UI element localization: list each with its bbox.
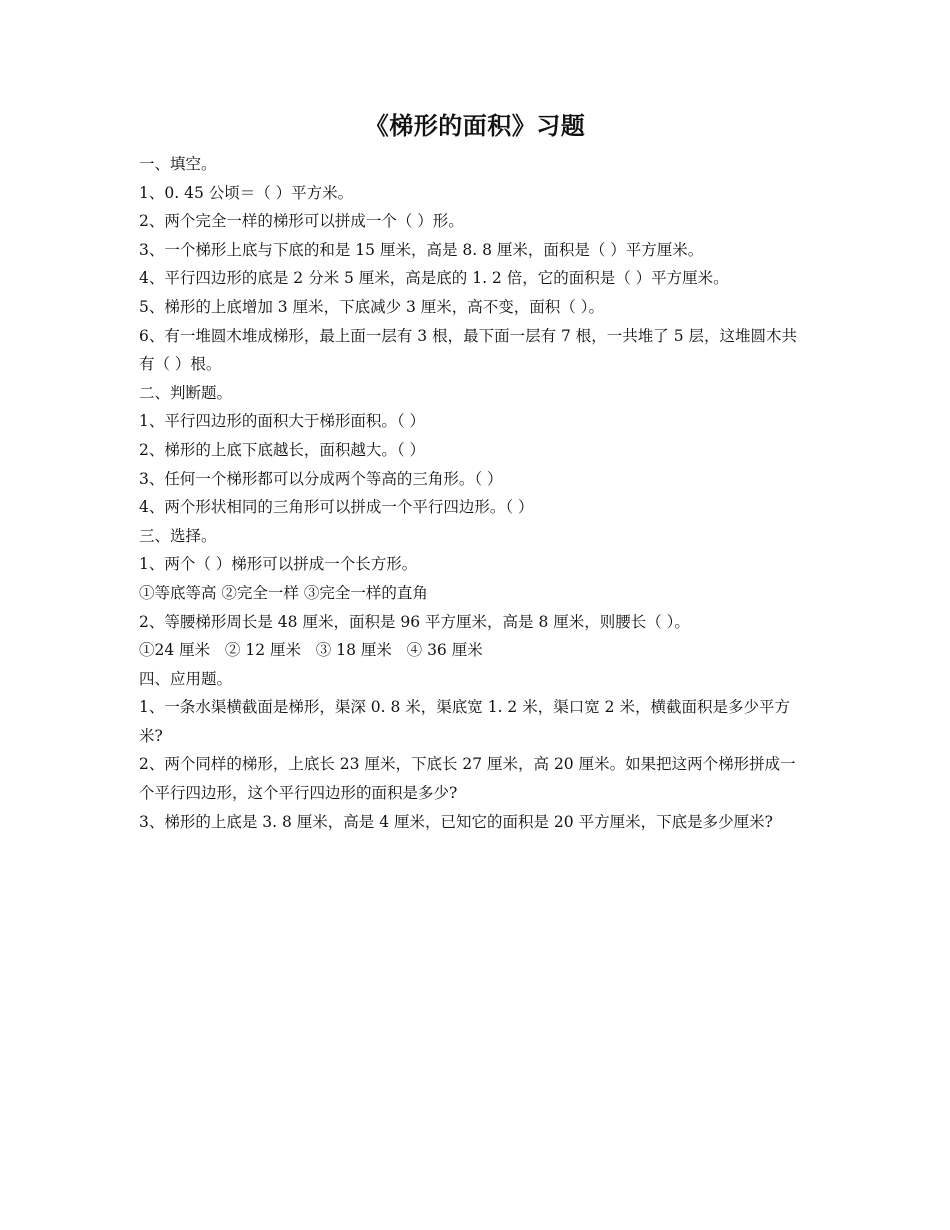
question-item: 4、两个形状相同的三角形可以拼成一个平行四边形。（ ）: [139, 498, 534, 517]
page-title: 《梯形的面积》习题: [364, 112, 586, 140]
section-heading-fill-blank: 一、填空。: [139, 155, 217, 173]
question-item: 5、梯形的上底增加 3 厘米，下底减少 3 厘米，高不变，面积（ ）。: [139, 297, 604, 316]
section-heading-word-problems: 四、应用题。: [139, 669, 233, 688]
question-item: 1、平行四边形的面积大于梯形面积。（ ）: [139, 412, 426, 431]
document-body: [139, 150, 811, 836]
choice-options: ①等底等高 ②完全一样 ③完全一样的直角: [139, 583, 428, 602]
question-item: 3、一个梯形上底与下底的和是 15 厘米，高是 8. 8 厘米，面积是（ ）平方厘米。: [139, 240, 704, 259]
question-item: 2、两个同样的梯形，上底长 23 厘米，下底长 27 厘米，高 20 厘米。如果把这两个梯形拼成一个平行四边形，这个平行四边形的面积是多少?: [139, 755, 796, 803]
section-heading-true-false: 二、判断题。: [139, 383, 233, 402]
question-item: 1、两个（ ）梯形可以拼成一个长方形。: [139, 555, 418, 574]
question-item: 1、一条水渠横截面是梯形，渠深 0. 8 米，渠底宽 1. 2 米，渠口宽 2 米，横截面积是多少平方米?: [139, 698, 790, 745]
question-item: 2、梯形的上底下底越长，面积越大。（ ）: [139, 440, 426, 459]
question-item: 3、任何一个梯形都可以分成两个等高的三角形。（ ）: [139, 469, 503, 488]
question-item: 3、梯形的上底是 3. 8 厘米，高是 4 厘米，已知它的面积是 20 平方厘米，下底是多少厘米?: [139, 812, 773, 831]
question-item: 6、有一堆圆木堆成梯形，最上面一层有 3 根，最下面一层有 7 根，一共堆了 5 层，这堆圆木共有（ ）根。: [139, 326, 798, 374]
question-item: 2、两个完全一样的梯形可以拼成一个（ ）形。: [139, 212, 464, 231]
section-heading-multiple-choice: 三、选择。: [139, 526, 217, 545]
question-item: 2、等腰梯形周长是 48 厘米，面积是 96 平方厘米，高是 8 厘米，则腰长（ ）。: [139, 612, 690, 631]
question-item: 1、0. 45 公顷＝（ ）平方米。: [139, 183, 354, 202]
choice-options: ①24 厘米 ② 12 厘米 ③ 18 厘米 ④ 36 厘米: [139, 641, 483, 660]
question-item: 4、平行四边形的底是 2 分米 5 厘米，高是底的 1. 2 倍，它的面积是（ ）平方厘米。: [139, 269, 729, 288]
